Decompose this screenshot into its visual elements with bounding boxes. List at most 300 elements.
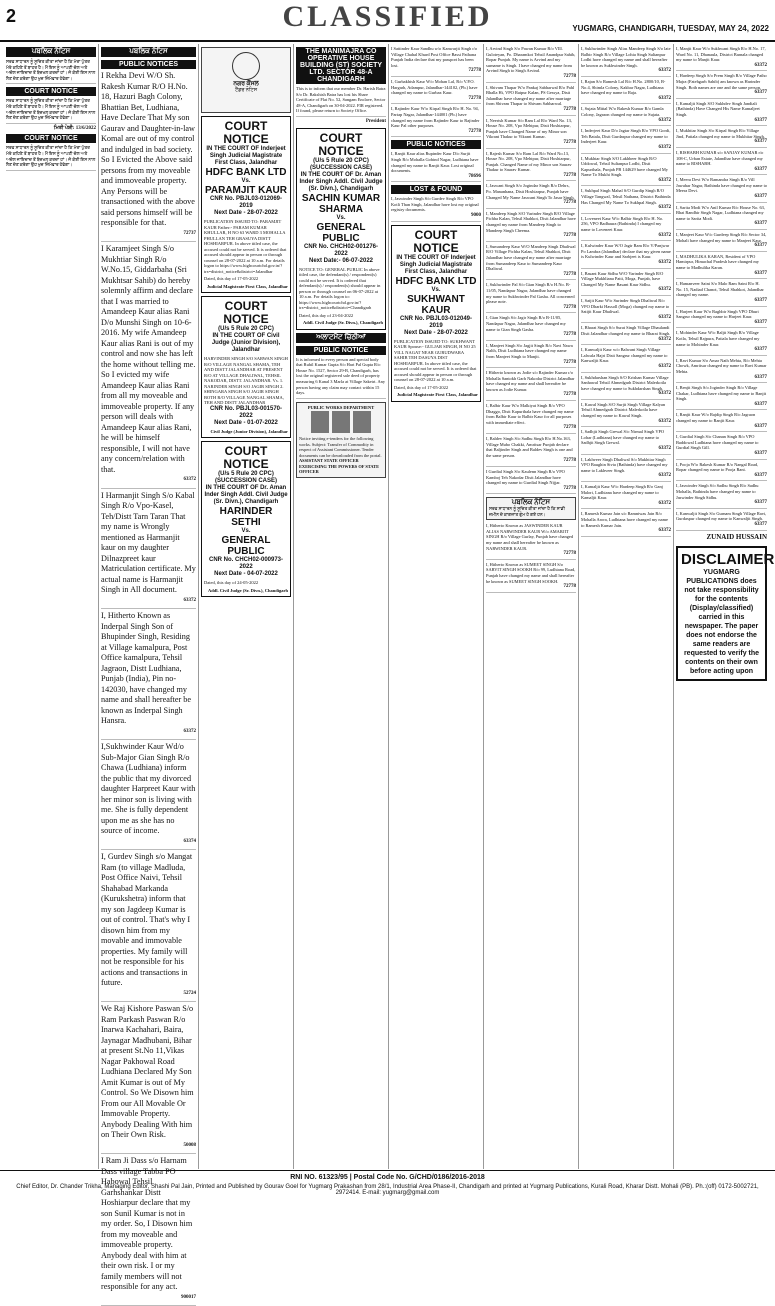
notice-id: 63377	[754, 374, 767, 380]
list-item	[486, 403, 576, 434]
advertiser-name: ZUNAID HUSSAIN	[706, 532, 767, 541]
punjabi-public-notice-ad	[486, 497, 576, 520]
list-item	[391, 106, 481, 137]
list-item	[676, 412, 767, 432]
notice-id: 72778	[468, 68, 481, 74]
notice-id: 63372	[658, 391, 671, 397]
list-item	[676, 128, 767, 148]
dated: Dated, this day of 23-04-2022	[299, 312, 354, 318]
list-item	[486, 370, 576, 401]
notice-text: I, Mandeep Singh S/O Varinder Singh R/O Village Pichha Kalan, Tehsil Shahkot, Distt Jalandhar have changed my name from Mandeep Singh to Mandeep Singh Cheema.	[486, 210, 576, 233]
coop-society-header: THE MANIMAJRA CO OPERATIVE HOUSE BUILDING (ST) SOCIETY LTD. SECTOR 48-A CHANDIGARH	[296, 47, 386, 84]
ad-title: ਨਗਰ ਕੌਂਸਲ	[233, 81, 259, 87]
notice-text: I, Ranjit Kaur W/o Rajdip Singh R/o Jagraon changed my name to Ranjit Kaur.	[676, 412, 756, 424]
public-notice-body: It is informed to every person and special body that Ruhil Kumar Gupta S/o Hari Pal Gupta R/o House No. 1527, Sector 29-B, Chandigarh, has lost the original registered sale deed of property measuring 6 Kanal 3 Marla at Village Saketri. Any person having any claim may contact within 15 days.	[296, 357, 386, 399]
dated: Dated, this day of 24-05-2022	[204, 580, 259, 585]
judge-signature: Addl. Civil Judge (Sr. Divn.), Chandigarh	[303, 320, 383, 326]
party-defendant: SUKHWANT KAUR	[407, 293, 465, 316]
notice-text: I, Balbir Kaur W/o Malkiyat Singh R/o VPO Dhaggo, Distt Kapurthala have changed my name from Balbir Kaur to Balbir Kaur for all purposes with immediate effect.	[486, 403, 574, 425]
notice-text: I, Gurdev Singh s/o Mangat Ram (to village Madluda, Post Office Naivi, Tehsil Shahabad Markanda (Kurukshetra) inform that my son Jagdeep Kumar is out of control. That's why I disown him from my movable and immovable properties. My family will not be responsible for his actions and transactions in future.	[101, 852, 193, 987]
notice-id: 63372	[658, 314, 671, 320]
next-date: Next Date - 28-07-2022	[214, 210, 278, 216]
court-notice-body: HARVINDER SINGH S/O SARWAN SINGH R/O VILLAGE NANGAL SHAMA, TEH AND DISTT JALANDHAR AT PRESENT R/O AT VILLAGE DHALIWAL, TEHSIL NAKODAR, DISTT. JALANDHAR. Vs. 1. NARINDER SINGH S/O JAGIR SINGH 2. SHINGARA SINGH S/O JAGIR SINGH BOTH R/O VILLAGE NANGAL SHAMA, TEH AND DISTT JALANDHAR	[204, 356, 288, 405]
notice-id: 72737	[183, 230, 196, 236]
court-notice-body: NOTICE TO: GENERAL PUBLIC In above titled case, the defendant(s) / respondent(s) could not be served. It is ordered that defendant(s) / respondent(s) should appear in person or through counsel on 06-07-2022 at 10 a.m. For details logon to: https://www.highcourtchd.gov.in/?trs=district_notice&district=Chandigarh	[299, 266, 381, 311]
notice-id: 72778	[563, 425, 576, 431]
list-item	[676, 330, 767, 355]
notice-text: I, Meera Devi W/o Ramandra Singh R/o Vill Jawahar Nagar, Bathinda have changed my name to Meera Devi.	[676, 177, 768, 194]
list-item	[486, 211, 576, 242]
ad-header: ਪਬਲਿਕ ਨੋਟਿਸ	[511, 498, 551, 507]
notice-id: 63372	[658, 117, 671, 123]
notice-text: I, Mukhtar Singh S/O Lakhbeer Singh R/O Uddowal, Tehsil Sultanpur Lodhi, Distt Kapurthala, Punjab PB 144629 have changed My Name To Mukhi Singh.	[581, 155, 668, 178]
notice-text: I, Hitherto Known as Inderpal Singh Son of Bhupinder Singh, Residing at Village kamalpura, Post Office kamalpura, Tehsil Jagraon, Distt Ludhiana, Punjab (India), Pin no-142030, have changed my name and shall hereafter be known as Inderpal Singh Hansra.	[101, 611, 192, 725]
court-notice-sub: (U/s 5 Rule 20 CPC) (SUCCESSION CASE)	[309, 157, 372, 171]
notice-id: 63372	[658, 528, 671, 534]
notice-text: I, Satjit Kaur W/o Surinder Singh Dhaliwal R/o VPO Dharki Hassoll (Moga) changed my name to Satijit Kaur Dhaliwal.	[581, 297, 670, 315]
list-item	[486, 85, 576, 116]
notice-id: 63377	[754, 472, 767, 478]
notice-id: 63372	[658, 473, 671, 479]
notice-id: 63372	[658, 68, 671, 74]
imprint-line: Chief Editor, Dr. Chander Trikha, Managing Editor, Shashi Pal Jain, Printed and Published by Gourav Goel for Yugmarg Prakashan from 28/1, Industrial Area Phase-II, Chandigarh and printed at Yugmarg Publications, Kurali Road, Kharar Distt. Mohali (PB). Ph.:(off) 0172-5002721, 2972414. E-mail: yugmarg@gmail.com	[16, 1184, 759, 1196]
notice-id: 72778	[563, 332, 576, 338]
notice-id: 63372	[658, 418, 671, 424]
notice-text: I, Rajinder Kaur W/o Kirpal Singh R/o H. No. 94, Partap Nagar, Jalandhar-144001 (Pb.) have changed my name from Rajinder Kaur to Rajinder Kaur Pal other purposes.	[391, 106, 480, 129]
list-item	[581, 188, 671, 213]
list-item	[581, 429, 671, 454]
notice-id: 63372	[754, 62, 767, 68]
list-item	[391, 46, 481, 77]
list-item	[676, 483, 767, 508]
notice-id: 63372	[658, 446, 671, 452]
party-plaintiff: SACHIN KUMAR SHARMA	[301, 192, 381, 215]
list-item	[581, 347, 671, 372]
page-number: 2	[6, 6, 17, 26]
official-photo	[353, 411, 371, 433]
tender-ad	[296, 402, 386, 478]
list-item	[101, 852, 196, 1002]
notice-text: I, Inderjeet Kaur D/o Jagtar Singh R/o VPO Gordi, Teh Batala, Distt Gurdaspur changed my name to Inderjeet Kaur.	[581, 128, 671, 145]
notice-text: We Raj Kishore Paswan S/o Ram Parkash Paswan R/o Inarwa Kachahari, Baira, Jaynagar Madhubani, Bihar at present St.No 11,Vikas Nagar Pakhowal Road Ludhiana Declared My Son Amit Kumar is out of My Control. So We Disown him From our All Movable Or Immovable Property. Anybody Dealing With him on Their Own Risk.	[101, 1004, 194, 1139]
column-4	[294, 44, 389, 1169]
notice-id: 63377	[754, 347, 767, 353]
court-notice-body: PUBLICATION ISSUED TO: SUKHWANT KAUR Spouse:- GULJAR SINGH, H NO 25 VILL NAGAT NEAR GURUDWARA SAHIB TEH DASUYA DIST HOSHIARPUR. In above titled case, the accused could not be served. It is ordered that accused should appear in person or through counsel on 28-07-2022 at 10 a.m.	[394, 338, 477, 383]
list-item	[101, 1004, 196, 1154]
public-notices-header: PUBLIC NOTICES	[391, 140, 481, 149]
notice-id: 63372	[658, 177, 671, 183]
notice-id: 78696	[468, 173, 481, 179]
list-item	[101, 491, 196, 610]
judge-signature: Judicial Magistrate First Class, Jalandhar	[396, 392, 478, 398]
notice-id: 72778	[563, 106, 576, 112]
court-notice-title: COURT NOTICE	[413, 227, 459, 255]
notice-text: I, Kulwinder Kaur W/O Jagir Ram R/o V/Panjwar Po Lambra (Jalandhar) declare that my given name is Kulwinder Kaur and Sarbjeet is Kaur.	[581, 243, 671, 260]
notice-id: 72778	[563, 551, 576, 557]
notice-id: 900017	[181, 1294, 196, 1300]
list-item	[581, 243, 671, 268]
notice-id: 63377	[754, 139, 767, 145]
notice-text: I, Jaswinder Singh S/o Sadhu Singh R/o Sadhu Mohalla, Bathinda have changed my name to Jaswinder Singh Sidhu.	[676, 483, 759, 500]
versus-label: Vs.	[241, 528, 251, 534]
court-notice-sub: (U/s 5 Rule 20 CPC) (SUCCESSION CASE)	[214, 471, 277, 484]
rni-number: RNI NO. 61323/95 | Postal Code No. G/CHD/0186/2016-2018	[290, 1174, 485, 1181]
list-item	[676, 150, 767, 175]
dated: Dated, this day of 17-05-2022	[394, 384, 449, 390]
notice-text: I, Shivam Thapar W/o Pankaj Sabharwal R/o Pahl Bhalla Hi, VPO Raipur Kalan, PS Gessya, Distt Jalandhar have changed my name after marriage from Shivam Thapar to Shivam Sabharwal.	[486, 84, 575, 107]
list-item	[486, 562, 576, 593]
notice-text: I, Ramesh Kumar Jain s/o Ramniwas Jain R/o Mohalla Arora, Ludhiana have changed my name to Ramesh Kumar Jain.	[581, 511, 668, 528]
next-date: Next Date - 01-07-2022	[214, 419, 278, 426]
cnr-number: CNR No. CHCH02-001276-2022	[303, 243, 379, 257]
notice-id: 63372	[658, 144, 671, 150]
notice-text: I,Sukhwinder Kaur Wd/o Sub-Major Gian Singh R/o Chawa (Ludhiana) inform the public that my divorced daughter Harpreet Kaur with her minor son is living with me. She is fully dependent upon me as she has no source of income.	[101, 742, 196, 835]
list-item	[581, 156, 671, 187]
notice-text: I, Jaswinder Singh S/o Gurdev Singh R/o VPO Kotli Than Singh, Jalandhar have lost my original registry documents.	[391, 196, 479, 213]
notice-id: 72778	[563, 139, 576, 145]
column-5	[389, 44, 484, 1169]
notice-text: I, Bharat Singh S/o Surat Singh Village Dhaulandi Distt Jalandhar changed my name to Bharat Singh.	[581, 325, 671, 336]
court-notice-sachin	[296, 128, 386, 330]
list-item	[486, 244, 576, 281]
judge-signature: Civil Judge (Junior Division), Jalandhar	[210, 428, 288, 434]
court-notice-title: COURT NOTICE	[318, 130, 364, 158]
notice-text: I, Arvind Singh S/o Pawan Kumar R/o VIll. Guloteyan, Po. Dharamkot Tehsil Anandpur Sahib, Ropar Punjab. My name is Arvind and my surname is Singh. I have changed my name from Arvind Singh to Singh Arvind.	[486, 46, 576, 74]
column-3	[199, 44, 294, 1169]
notice-id: 72778	[563, 304, 576, 310]
cnr-number: CNR No. CHCH02-000973-2022	[208, 557, 284, 570]
notice-text: I, Gian Singh S/o Jagir Singh R/o B-11/05, Nandapur Nagar, Jalandhar have changed my name to Gian Singh Gasha.	[486, 315, 566, 332]
notice-id: 63377	[754, 297, 767, 303]
list-item	[676, 281, 767, 306]
punjabi-court-notice: ਸਰਵ ਸਾਧਾਰਨ ਨੂੰ ਸੂਚਿਤ ਕੀਤਾ ਜਾਂਦਾ ਹੈ ਕਿ ਮੇਰਾ ਪੁੱਤਰ ਮੇਰੇ ਕਹਿਣੇ ਤੋਂ ਬਾਹਰ ਹੈ। ਮੈਂ ਇਸ ਨੂੰ ਆਪਣੀ ਚੱਲ ਅਤੇ ਅਚੱਲ ਜਾਇਦਾਦ ਤੋਂ ਬੇਦਖਲ ਕਰਦਾ ਹਾਂ। ਜੋ ਕੋਈ ਇਸ ਨਾਲ ਲੈਣ ਦੇਣ ਕਰੇਗਾ ਉਹ ਖੁਦ ਜ਼ਿੰਮੇਵਾਰ ਹੋਵੇਗਾ।	[6, 145, 96, 170]
allotment-letters-header: ਅਲਾਟਮੈਂਟ ਚਿੱਠੀਆਂ	[296, 333, 386, 343]
notice-text: I, Rajan S/o Ramesh Lal R/o H.No. 2800/10, B-No.4, Shimla Colony, Kakbar Nagar, Ludhiana have changed my name to Raja.	[581, 78, 666, 96]
list-item	[581, 402, 671, 427]
notice-text: I, Harjeet Kaur W/o Raghbir Singh VPO Dhuri Sangrur changed my name to Harjeet Kaur.	[676, 308, 759, 320]
notice-id: 72778	[563, 200, 576, 206]
list-item	[581, 79, 671, 104]
party-defendant: GENERAL PUBLIC	[221, 535, 271, 557]
court-notice-harinder-sethi	[201, 441, 291, 597]
notice-id: 63372	[658, 95, 671, 101]
notice-text: I, Kanwaljit Kaur w/o Balwant Singh Village Lalwala Hajri Distt Sangrur changed my name to Kanwaljit Kaur.	[581, 347, 668, 364]
notice-id: 63372	[658, 205, 671, 211]
notice-id: 63374	[183, 838, 196, 844]
notice-text: I, Sukhwinder Pal S/o Gian Singh R/o H.No. B-11/05, Nandapur Nagar, Jalandhar have changed my name to Sukhwinder Pal Gasha. All concerned please note.	[486, 282, 575, 305]
notice-id: 63372	[658, 336, 671, 342]
column-2	[99, 44, 199, 1300]
list-item	[676, 254, 767, 279]
versus-label: Vs.	[431, 286, 441, 293]
notice-id: 63377	[754, 401, 767, 407]
notice-text: I Rekha Devi W/O Sh. Rakesh Kumar R/O H.No. 18, Hazuri Bagh Colony, Bhattian Bet, Ludhiana, Have Declare That My son Gaurav and Daughter-in-law Komal are out of my control and indulged in bad society. So I Evicted the Above said persons from my moveable and immoveable property. Any Persons will be transactioned with the above said persons himself will be responsible for that.	[101, 71, 195, 227]
notice-id: 63377	[754, 319, 767, 325]
list-item	[101, 244, 196, 489]
notice-id: 63377	[754, 270, 767, 276]
notice-id: 72778	[468, 128, 481, 134]
list-item	[486, 282, 576, 313]
list-item	[581, 106, 671, 126]
list-item	[486, 118, 576, 149]
footer	[0, 1170, 775, 1203]
notice-text: I, Pooja W/o Rakesh Kumar R/o Nangal Road, Ropar changed my name to Pooja Rani.	[676, 461, 759, 473]
notice-id: 63372	[658, 287, 671, 293]
notice-text: I, MADHULIKA KARAN, Resident of VPO Hamirpur, Himachal Pradesh have changed my name to Madhulika Karan.	[676, 253, 759, 270]
cnr-number: CNR No. PBJL03-001570-2022	[209, 405, 283, 419]
notice-id: 63377	[754, 117, 767, 123]
notice-text: I, Sujata Mittal W/o Rakesh Kumar R/o Gamla Colony, Jagraon changed my name to Sujata.	[581, 106, 664, 117]
notice-text: I, Manjeet Singh S/o Jagjit Singh R/o Navi Nawa Nalth, Distt Ludhiana have changed my name from Manjeet Singh to Manjit.	[486, 342, 573, 359]
notice-text: I, Manjit Kaur W/o Sukhwant Singh R/o H.No. 17, Ward No. 11, Dhanaula, District Barnala changed my name to Manjit Kaur.	[676, 46, 766, 63]
versus-label: Vs.	[336, 214, 346, 221]
list-item	[676, 511, 767, 531]
party-plaintiff: HDFC BANK LTD	[395, 275, 477, 287]
court-notice-hdfc-paramjit	[201, 116, 291, 293]
list-item	[486, 151, 576, 182]
court-notice-hdfc-sukhwant	[391, 225, 481, 402]
notice-text: I, Kanwaljit Singh S/o Gurnam Singh Village Ravi, Gurdaspur changed my name to Kanwaljit Singh.	[676, 510, 767, 522]
column-6	[484, 44, 579, 1169]
notice-text: I, Sadhjit Singh Grewal S/o Nirmal Singh VPO Lohar (Ludhiana) have changed my name to Sadhjit Singh Grewal.	[581, 429, 665, 446]
notice-text: I, Hitherto Known as SUMEET SINGH S/o SARVIT SINGH SOOKH R/o 99, Ludhiana Road, Punjab have changed my name and shall hereafter be known as SUMEET SINGH SOOKH.	[486, 561, 576, 584]
list-item	[581, 216, 671, 241]
notice-text: I Sattinder Kaur Sandhu w/o Kanwarjit Singh r/o Village Chahal Khurd Post Office Bassi Pathana Punjab India declare that my passport has been lost.	[391, 46, 478, 68]
party-defendant: GENERAL PUBLIC	[316, 221, 366, 244]
court-name: IN THE COURT OF Civil Judge (Junior Division), Jalandhar	[211, 333, 281, 353]
court-name: IN THE COURT OF Inderjeet Singh Judicial Magistrate First Class, Jalandhar	[396, 254, 476, 275]
notice-text: I, Loveneet Kaur W/o Balbir Singh R/o H. No. 256, VPO Badhaura (Bathinda) I changed my name to Loveneet Kaur.	[581, 215, 664, 233]
list-item	[676, 385, 767, 410]
tender-signature: ASSISTANT STATE OFFICER EXERCISING THE POWERS OF STATE OFFICER	[299, 458, 380, 475]
notice-text: I, Sukhdarshan Singh S/O Krishan Kumar Village Sanhawal Tehsil Ahmedgarh District Malerkotla have changed my name to Sukhdarshan Singh.	[581, 374, 669, 391]
notice-text: I, Sukhwinder Singh Alias Mandeep Singh S/o late Balbir Singh R/o Village Lohia Singh Sultanpur Lodhi have changed my name and shall hereafter be known as Sukhwinder Singh.	[581, 46, 671, 68]
notice-id: 63377	[754, 500, 767, 506]
notice-id: 63377	[754, 521, 767, 527]
lost-found-header: LOST & FOUND	[391, 185, 481, 194]
notice-id: 50008	[183, 1142, 196, 1148]
list-item	[581, 128, 671, 153]
notice-id: 9000	[471, 213, 481, 219]
list-item	[101, 742, 196, 850]
notice-text: I, Kamaljit Singh S/O Sukhdev Singh Jandiali (Bathinda) Have Changed His Name Kamaljeet Singh.	[676, 100, 760, 117]
court-notice-title: COURT NOTICE	[223, 119, 269, 146]
notice-id: 63372	[658, 363, 671, 369]
list-item	[486, 315, 576, 340]
column-8	[674, 44, 775, 1169]
notice-id: 72778	[563, 359, 576, 365]
notice-text: I, Mohinder Kaur W/o Baljit Singh R/o Village Kotla, Tehsil Rajpura, Patiala have changed my name to Mohinder Kaur.	[676, 330, 760, 347]
dated: Dated, this day of 17-05-2022	[204, 276, 259, 281]
notice-text: I, Sumandeep Kaur W/O Mandeep Singh Dhaliwal R/O Village Pichha Kalan, Tehsil Shahkot, Distt Jalandhar have changed my name after marriage from Sumandeep Kaur to Sumandeep Kaur Dhaliwal.	[486, 243, 576, 272]
notice-id: 63377	[754, 221, 767, 227]
tender-header: PUBLIC WORKS DEPARTMENT	[307, 404, 375, 410]
notice-text: I, Hardeep Singh S/o Prem Singh R/o Village Patho Majra (Fatehgarh Sahib) am known as Harinder Singh. Both names are one and the same person.	[676, 73, 767, 90]
notice-id: 63372	[183, 728, 196, 734]
list-item	[101, 611, 196, 740]
disclaimer-body: YUGMARG PUBLICATIONS does not take responsibility for the contents (Display/classified) carried in this newspaper. The paper does not endorse the same readers are requested to verify the contents on their own before acting upon	[683, 569, 760, 676]
notice-id: 72778	[563, 73, 576, 79]
notice-text: I, Ravi Kumar S/o Amar Nath Mehta, R/o Mehta Chowk, Amritsar changed my name to Ravi Kumar Mehta.	[676, 357, 767, 374]
notice-id: 72778	[563, 172, 576, 178]
court-notice-title: COURT NOTICE	[223, 299, 269, 326]
public-notice-header: ਪਬਲਿਕ ਨੋਟਿਸ	[101, 47, 196, 57]
list-item	[676, 462, 767, 482]
notice-id: 63372	[658, 500, 671, 506]
notice-text: I, RISHABH KUMAR s/o SANJAY KUMAR r/o 108-C, Urban Estate, Jalandhar have changed my name to RISHABH.	[676, 149, 764, 167]
versus-label: Vs.	[241, 178, 251, 184]
list-item	[676, 434, 767, 459]
party-plaintiff: HDFC BANK LTD	[205, 167, 287, 178]
list-item	[676, 177, 767, 202]
notice-text: I, Kamaljit Kaur W/o Hardeep Singh R/o Ganj Malori, Ludhiana have changed my name to Kamaljit Kaur.	[581, 484, 663, 501]
notice-id: 72778	[468, 95, 481, 101]
notice-id: 72778	[563, 485, 576, 491]
government-seal-icon	[232, 52, 260, 80]
notice-id: 63377	[754, 423, 767, 429]
masthead	[0, 0, 775, 42]
notice-id: 72778	[563, 392, 576, 398]
list-item	[581, 484, 671, 509]
notice-text: I, Neerish Kumar S/o Ram Lal R/o Ward No. 13, House No. 208, Vpo Mehtpur, Distt Hoshiarpur, Punjab have Changed Name of my Minor son Vikrant Thakur to Vikrant Kumar.	[486, 117, 572, 140]
list-item	[486, 523, 576, 560]
list-item	[676, 73, 767, 98]
notice-id: 63377	[754, 243, 767, 249]
notice-text: I, Sukhpal Singh Mahal S/O Gurdip Singh R/O Village Tangwal, Tehsil Nathana, District Bathinda Has Changed My Name To Sukhpal Singh.	[581, 188, 671, 205]
notice-text: I Karamjeet Singh S/o Mukhtiar Singh R/o W.No.15, Giddarbaha (Sri Mukhtsar Sahib) do hereby solemnly affirm and declare that I was married to Amandeep Kaur alias Rani D/o Munshi Singh on 10-6-2016. My wife Amandeep Kaur alias Rani is out of my control and now she has left the home without telling me. So I evicted my wife Amandeep Kaur alias Rani from all my moveable and immoveable property. If any person will deals with Amandeep Kaur alias Rani, he will be himself responsible, I will not have any concern/relation with that.	[101, 244, 196, 474]
coop-society-notice: This is to inform that our member Dr. Harish Batra S/o Dr. Bakshish Batra has lost his Share Certificate of Flat No. 52, Sangam Enclave, Sector 48-A, Chandigarh on 30-04-2022. FIR registered. If found, please return to Society Office.	[296, 86, 386, 117]
notice-id: 52724	[183, 990, 196, 996]
list-item	[581, 325, 671, 345]
notice-id: 63377	[754, 166, 767, 172]
list-item	[391, 79, 481, 104]
notice-text: I, Gurdial Singh S/o Chanan Singh R/o VPO Baddowal Ludhiana have changed my name to Gurdial Singh Gill.	[676, 434, 759, 451]
list-item	[676, 232, 767, 252]
court-notice-header: COURT NOTICE	[6, 134, 96, 143]
notice-text: I, Mukhtiar Singh S/o Kirpal Singh R/o Village Jind, Patiala changed my name to Mukhtiar Singh.	[676, 128, 765, 139]
list-item	[101, 71, 196, 242]
public-notices-header: PUBLIC NOTICES	[101, 60, 196, 69]
court-notice-harvinder	[201, 296, 291, 438]
list-item	[486, 436, 576, 467]
tender-body: Notice inviting e-tenders for the following works. Subject: Transfer of Commodity in respect of Assistant Commissioner. Tender documents can be downloaded from the portal.	[299, 435, 382, 458]
court-name: IN THE COURT OF Dr. Aman Inder Singh Addl. Civil Judge (Sr. Divn.), Chandigarh	[204, 485, 288, 505]
punjabi-notice: ਸਰਵ ਸਾਧਾਰਨ ਨੂੰ ਸੂਚਿਤ ਕੀਤਾ ਜਾਂਦਾ ਹੈ ਕਿ ਮੇਰਾ ਪੁੱਤਰ ਮੇਰੇ ਕਹਿਣੇ ਤੋਂ ਬਾਹਰ ਹੈ। ਮੈਂ ਇਸ ਨੂੰ ਆਪਣੀ ਚੱਲ ਅਤੇ ਅਚੱਲ ਜਾਇਦਾਦ ਤੋਂ ਬੇਦਖਲ ਕਰਦਾ ਹਾਂ। ਜੋ ਕੋਈ ਇਸ ਨਾਲ ਲੈਣ ਦੇਣ ਕਰੇਗਾ ਉਹ ਖੁਦ ਜ਼ਿੰਮੇਵਾਰ ਹੋਵੇਗਾ।	[6, 59, 96, 84]
list-item	[581, 271, 671, 296]
coop-signature: President	[365, 118, 386, 124]
list-item	[676, 309, 767, 329]
notice-id: 72778	[563, 271, 576, 277]
notice-text: I, Hamanveer Saini S/o Malo Ram Saini R/o H. No. 15, Nadiad Chanot, Tehsil Shahkot, Jalandhar changed my name.	[676, 281, 764, 298]
notice-text: I Gurdial Singh S/o Kaulenn Singh R/o VPO Kamboj Teh Nakodar Distt Jalandhar have changed my name to Gurdial Singh Nijjar.	[486, 469, 565, 486]
court-notice-header: COURT NOTICE	[6, 87, 96, 96]
party-plaintiff: HARINDER SETHI	[219, 506, 273, 528]
notice-id: 72778	[563, 584, 576, 590]
next-date: Next Date - 04-07-2022	[214, 571, 278, 577]
notice-text: I Hitherto known as Jodie s/o Rajinder Kumar r/o Mohalla Santokh Garh Nakodar District Jalandhar have changed my name and shall hereafter be known as Jodie Kumar.	[486, 370, 575, 392]
column-1	[4, 44, 99, 1169]
list-item	[676, 46, 767, 71]
notice-id: 63377	[754, 451, 767, 457]
judge-signature: Addl. Civil Judge (Sr. Divn.), Chandigarh	[208, 587, 288, 593]
notice-text: I, Jaswant Singh S/o Jogindar Singh R/o Dehrs, Po. Mananhana, Distt Hoshiarpur, Punjab have Changed My Name Jaswant Singh To Jasar Singh.	[486, 183, 575, 200]
notice-id: 63372	[183, 477, 196, 482]
court-notice-title: COURT NOTICE	[223, 444, 269, 471]
notice-text: I, Kawal Singh S/O Surjit Singh Village Kalyan Tehsil Ahmedgarh District Malerkotla have changed my name to Kawal Singh.	[581, 401, 666, 419]
public-notice-header: ਪਬਲਿਕ ਨੋਟਿਸ	[6, 47, 96, 57]
notice-text: I, Manjeet Kaur W/o Gurdeep Singh R/o Sector 34, Mohali have changed my name to Manjeet Kaur.	[676, 232, 767, 243]
list-item	[391, 196, 481, 221]
ad-body: ਸਰਵ ਸਾਧਾਰਨ ਨੂੰ ਸੂਚਿਤ ਕੀਤਾ ਜਾਂਦਾ ਹੈ ਕਿ ਸਾਡੀ ਜ਼ਮੀਨ ਦੇ ਕਾਗਜ਼ਾਤ ਗੁੰਮ ਹੋ ਗਏ ਹਨ।	[489, 505, 565, 517]
court-name: IN THE COURT OF Dr. Aman Inder Singh Addl. Civil Judge (Sr. Divn.), Chandigarh	[299, 171, 383, 192]
notice-text: I, Sarita Modi W/o Anil Kumar R/o House No. 63, Bhai Randhir Singh Nagar, Ludhiana changed my name to Sarita Modi.	[676, 204, 765, 221]
list-item	[581, 298, 671, 323]
notice-text: I, Hitherto Known as JASWINDER KAUR ALIAS NARWINDER KAUR W/o AMARJIT SINGH R/o Village Gurlay, Punjab have changed my name and shall hereafter be known as NARWINDER KAUR.	[486, 523, 574, 551]
next-date: Next Date - 28-07-2022	[404, 329, 468, 336]
notice-text: I, Gurbakhish Kaur W/o Mohan Lal, R/o V.P.O. Hargarh, Adampur, Jalandhar-144102, (Pb.) have changed my name to Gurbax Kaur.	[391, 78, 478, 96]
hearing-date: ਮਿਤੀ ਪੇਸ਼ੀ: 13/6/2022	[53, 125, 96, 131]
notice-id: 63377	[754, 90, 767, 96]
punjabi-court-notice: ਸਰਵ ਸਾਧਾਰਨ ਨੂੰ ਸੂਚਿਤ ਕੀਤਾ ਜਾਂਦਾ ਹੈ ਕਿ ਮੇਰਾ ਪੁੱਤਰ ਮੇਰੇ ਕਹਿਣੇ ਤੋਂ ਬਾਹਰ ਹੈ। ਮੈਂ ਇਸ ਨੂੰ ਆਪਣੀ ਚੱਲ ਅਤੇ ਅਚੱਲ ਜਾਇਦਾਦ ਤੋਂ ਬੇਦਖਲ ਕਰਦਾ ਹਾਂ। ਜੋ ਕੋਈ ਇਸ ਨਾਲ ਲੈਣ ਦੇਣ ਕਰੇਗਾ ਉਹ ਖੁਦ ਜ਼ਿੰਮੇਵਾਰ ਹੋਵੇਗਾ।	[6, 98, 96, 123]
list-item	[676, 205, 767, 230]
notice-text: I, Lakhveer Singh Dhaliwal S/o Mukhtiar Singh VPO Baughin Sivia (Bathinda) have changed my name to Lakhveer Singh.	[581, 456, 668, 473]
court-notice-sub: (U/s 5 Rule 20 CPC)	[218, 326, 274, 332]
party-defendant: PARAMJIT KAUR	[204, 185, 288, 196]
cnr-number: CNR No. PBJL03-012069-2019	[209, 196, 283, 209]
notice-text: I, Baldev Singh S/o Sadhu Singh R/o H.No.163, Village Mubo Chakki, Amritsar Punjab declare that Baljinder Singh and Baldev Singh is one and the same person.	[486, 436, 573, 458]
notice-text: I, Benjit Singh S/o Joginder Singh R/o Village Chakar, Ludhiana have changed my name to Banjit Singh.	[676, 385, 767, 402]
column-7	[579, 44, 674, 1169]
court-name: IN THE COURT OF Inderjeet Singh Judicial Magistrate First Class, Jalandhar	[206, 146, 286, 166]
list-item	[391, 151, 481, 182]
municipal-ad	[201, 47, 291, 113]
notice-id: 63372	[658, 260, 671, 265]
list-item	[486, 183, 576, 208]
notice-id: 63377	[754, 194, 767, 200]
notice-id: 72778	[563, 458, 576, 464]
judge-signature: Judicial Magistrate First Class, Jalandhar	[206, 283, 288, 289]
notice-text: I, Basant Kaur Sidhu W/O Varinder Singh R/O Village Mukhliana Patti, Moga, Punjab, have Changed My Name Basant Kaur Sidhu.	[581, 270, 664, 287]
notice-text: I, Rajesh Kumar S/o Ram Lal R/o Ward No.13, House No. 208, Vpo Mehtpur, Distt Hoshiarpur, Punjab. Changed Name of my Minor son Saurav Thakur to Saurav Kumar.	[486, 150, 572, 173]
list-item	[486, 46, 576, 83]
disclaimer-box	[676, 546, 775, 681]
notice-text: I, Ranjit Kaur alias Rupinder Kaur D/o Surjit Singh R/o Mohalla Gobind Nagar, Ludhiana have changed my name to Ranjit Kaur. Lost original documents.	[391, 151, 479, 174]
official-photo	[311, 411, 329, 433]
list-item	[581, 375, 671, 400]
edition-date: YUGMARG, CHANDIGARH, TUESDAY, MAY 24, 2022	[572, 24, 769, 33]
notice-id: 72778	[563, 233, 576, 239]
list-item	[581, 457, 671, 482]
next-date: Next Date:- 06-07-2022	[308, 257, 374, 264]
list-item	[581, 46, 671, 77]
list-item	[486, 469, 576, 494]
notice-text: I Harmanjit Singh S/o Kabal Singh R/o Vpo-Kasel, Teh/Distt Tarn Taran That my name is Wrongly mentioned as Harmanjit kaur on my daughter Dilnazpreet kaur Matriculation certificate. My actual name is Harmanjit Singh in All document.	[101, 490, 196, 594]
list-item	[486, 343, 576, 368]
cnr-number: CNR No. PBJL03-012049-2019	[399, 315, 473, 329]
notice-id: 63372	[183, 597, 196, 603]
court-notice-body: PUBLICATION ISSUED TO: PARAMJIT KAUR Father:- PARAM KUMAR KHULLAR, H NO 63 WARD 3 MOHALLA PHULLAN TEH GRASUYA DISTT HOSHIARPUR. In above titled case, the accused could not be served. It is ordered that accused should appear in person or through counsel on 28-07-2022 at 10 a.m. For details logon to https://www.highcourtchd.gov.in/?trs=district_notice&district=Jalandhar	[204, 219, 287, 274]
list-item	[581, 511, 671, 536]
list-item	[676, 101, 767, 126]
list-item	[676, 358, 767, 383]
public-notice-header: PUBLIC NOTICE	[296, 346, 386, 355]
disclaimer-title: DISCLAIMER	[681, 551, 775, 569]
official-photo	[332, 411, 350, 433]
notice-text: I Ram Ji Dass s/o Harnam Dass village Tabba PO Habowal Tehsil Garhshankar Distt Hoshiarpur declare that my son Sunil Kumar is not in my order. So, I Disown him from my moveable and immoveable property. Anybody deal with him at their own risk. I or my family members will not responsible for any act.	[101, 1156, 193, 1291]
notice-id: 63372	[658, 232, 671, 238]
ad-subtitle: ਟੈਂਡਰ ਨੋਟਿਸ	[234, 87, 258, 93]
newspaper-section-title: CLASSIFIED	[282, 0, 493, 33]
